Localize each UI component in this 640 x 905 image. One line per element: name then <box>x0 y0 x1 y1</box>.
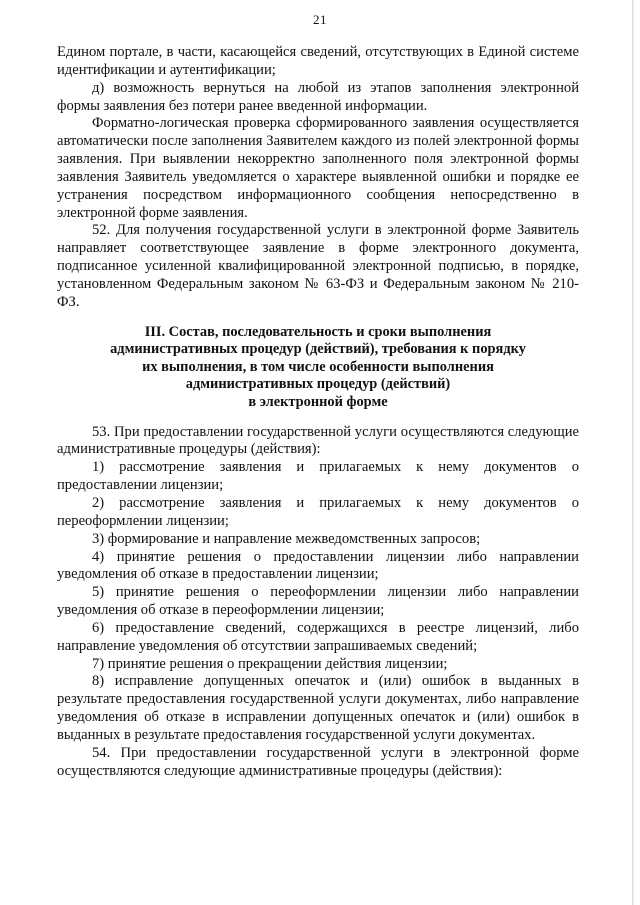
list-item-5: 5) принятие решения о переоформлении лицензии либо направлении уведомления об отказе в переоформлении лицензии; <box>57 584 579 619</box>
page-number: 21 <box>313 12 327 27</box>
list-item-2: 2) рассмотрение заявления и прилагаемых к нему документов о переоформлении лицензии; <box>57 495 579 529</box>
paragraph-52: 52. Для получения государственной услуги в электронной форме Заявитель направляет соответствующее заявление в форме электронного документа, подписанное усиленной квалифицированной электронной подписью, в порядке, установленном Федеральным законом № 63-ФЗ и Федеральным законом № 210-ФЗ. <box>57 222 579 310</box>
section-heading-line: в электронной форме <box>248 394 388 411</box>
list-item-8: 8) исправление допущенных опечаток и (или) ошибок в выданных в результате предоставления государственной услуги документах, либо направление уведомления об отказе в исправлении допущенных опечаток и (или) ошибок в выданных в результате предоставления государственной услуги документах. <box>57 673 579 743</box>
paragraph-continuation: Едином портале, в части, касающейся сведений, отсутствующих в Единой системе идентификации и аутентификации; <box>57 44 579 78</box>
section-heading <box>57 324 579 412</box>
section-heading-line: административных процедур (действий), требования к порядку <box>110 341 526 358</box>
section-heading-line: административных процедур (действий) <box>185 376 451 393</box>
section-heading-line: III. Состав, последовательность и сроки выполнения <box>144 323 492 340</box>
paragraph-item-d: д) возможность вернуться на любой из этапов заполнения электронной формы заявления без потери ранее введенной информации. <box>57 79 579 114</box>
paragraph-54: 54. При предоставлении государственной услуги в электронной форме осуществляются следующие административные процедуры (действия): <box>57 744 579 779</box>
list-item-4: 4) принятие решения о предоставлении лицензии либо направлении уведомления об отказе в предоставлении лицензии; <box>57 548 579 583</box>
list-item-1: 1) рассмотрение заявления и прилагаемых к нему документов о предоставлении лицензии; <box>57 459 579 494</box>
list-item-7: 7) принятие решения о прекращении действия лицензии; <box>92 655 448 672</box>
section-heading-line: их выполнения, в том числе особенности выполнения <box>142 358 494 375</box>
page-edge-shadow <box>632 0 634 905</box>
paragraph-format-check: Форматно-логическая проверка сформированного заявления осуществляется автоматически после заполнения Заявителем каждого из полей электронной формы заявления. При выявлении некорректно заполненного поля электронной формы заявления Заявитель уведомляется о характере выявленной ошибки и порядке ее устранения посредством информационного сообщения непосредственно в электронной форме заявления. <box>57 115 579 221</box>
list-item-3: 3) формирование и направление межведомственных запросов; <box>92 530 481 547</box>
page-content <box>57 44 579 781</box>
list-item-6: 6) предоставление сведений, содержащихся в реестре лицензий, либо направление уведомления об отсутствии запрашиваемых сведений; <box>57 619 579 654</box>
paragraph-53: 53. При предоставлении государственной услуги осуществляются следующие административные процедуры (действия): <box>57 423 579 458</box>
